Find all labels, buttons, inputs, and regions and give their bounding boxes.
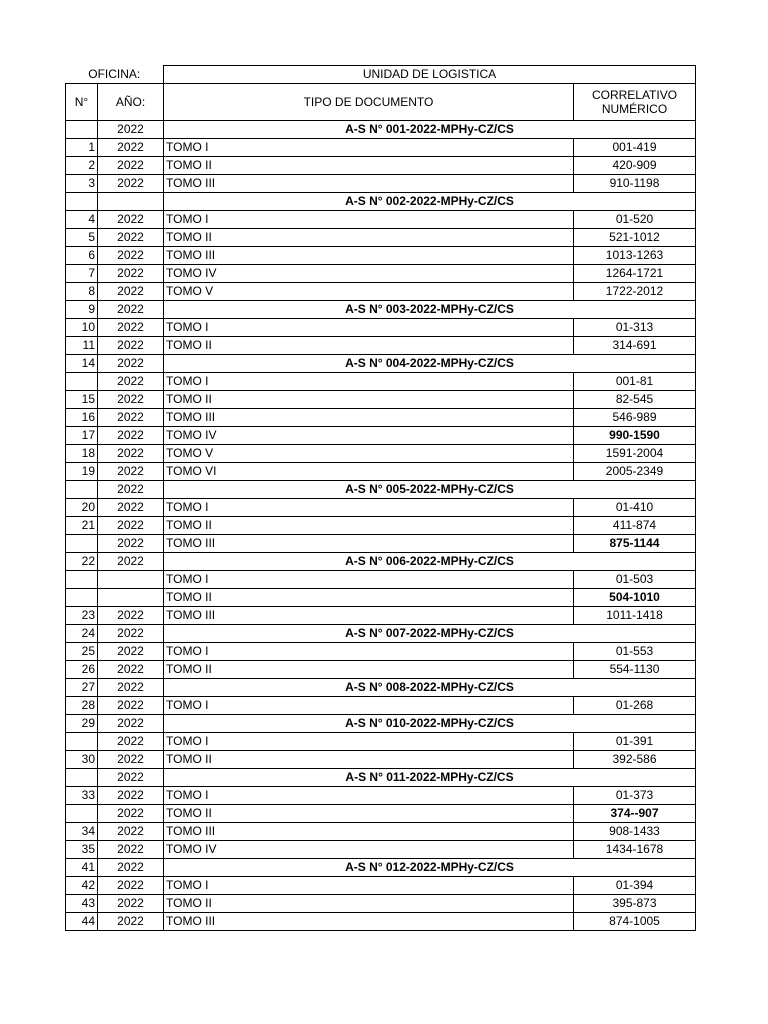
row-document-type: TOMO III: [164, 823, 574, 841]
row-document-type: TOMO IV: [164, 265, 574, 283]
row-year: 2022: [98, 643, 164, 661]
section-row: [66, 301, 696, 319]
section-title: A-S N° 001-2022-MPHy-CZ/CS: [164, 121, 696, 139]
row-number: 20: [66, 499, 98, 517]
table-row: [66, 337, 696, 355]
row-number: 6: [66, 247, 98, 265]
row-correlative: 1434-1678: [574, 841, 696, 859]
row-year: 2022: [98, 157, 164, 175]
row-document-type: TOMO II: [164, 157, 574, 175]
table-row: [66, 247, 696, 265]
row-correlative: 01-313: [574, 319, 696, 337]
table-row: [66, 175, 696, 193]
table-row: [66, 265, 696, 283]
row-number: [66, 733, 98, 751]
table-row: [66, 157, 696, 175]
section-row: [66, 625, 696, 643]
row-year: 2022: [98, 625, 164, 643]
row-year: 2022: [98, 283, 164, 301]
row-document-type: TOMO I: [164, 211, 574, 229]
col-header-correlative-line2: NUMÉRICO: [601, 102, 668, 116]
table-row: [66, 589, 696, 607]
table-row: [66, 463, 696, 481]
row-year: 2022: [98, 337, 164, 355]
table-row: [66, 391, 696, 409]
row-number: 11: [66, 337, 98, 355]
table-row: [66, 841, 696, 859]
row-correlative: 1013-1263: [574, 247, 696, 265]
row-document-type: TOMO II: [164, 229, 574, 247]
table-row: [66, 895, 696, 913]
table-row: [66, 913, 696, 931]
row-number: [66, 571, 98, 589]
row-number: 3: [66, 175, 98, 193]
row-year: 2022: [98, 355, 164, 373]
row-correlative: 521-1012: [574, 229, 696, 247]
row-number: [66, 193, 98, 211]
row-year: [98, 193, 164, 211]
row-year: 2022: [98, 211, 164, 229]
row-document-type: TOMO V: [164, 283, 574, 301]
row-year: 2022: [98, 139, 164, 157]
section-row: [66, 121, 696, 139]
row-number: 44: [66, 913, 98, 931]
row-year: 2022: [98, 913, 164, 931]
row-number: 10: [66, 319, 98, 337]
table-row: [66, 823, 696, 841]
row-correlative: 990-1590: [574, 427, 696, 445]
row-number: 43: [66, 895, 98, 913]
row-year: 2022: [98, 445, 164, 463]
row-number: 30: [66, 751, 98, 769]
row-number: 23: [66, 607, 98, 625]
row-document-type: TOMO I: [164, 571, 574, 589]
row-correlative: 1591-2004: [574, 445, 696, 463]
row-document-type: TOMO I: [164, 643, 574, 661]
row-year: 2022: [98, 391, 164, 409]
row-number: 29: [66, 715, 98, 733]
row-year: [98, 589, 164, 607]
table-row: [66, 499, 696, 517]
row-document-type: TOMO I: [164, 697, 574, 715]
table-row: [66, 733, 696, 751]
row-correlative: 374--907: [574, 805, 696, 823]
table-row: [66, 229, 696, 247]
row-correlative: 874-1005: [574, 913, 696, 931]
row-year: 2022: [98, 733, 164, 751]
row-number: 34: [66, 823, 98, 841]
row-document-type: TOMO II: [164, 751, 574, 769]
row-number: 22: [66, 553, 98, 571]
section-title: A-S N° 010-2022-MPHy-CZ/CS: [164, 715, 696, 733]
row-correlative: 411-874: [574, 517, 696, 535]
section-title: A-S N° 012-2022-MPHy-CZ/CS: [164, 859, 696, 877]
row-correlative: 1011-1418: [574, 607, 696, 625]
row-document-type: TOMO V: [164, 445, 574, 463]
row-year: 2022: [98, 265, 164, 283]
row-correlative: 2005-2349: [574, 463, 696, 481]
section-title: A-S N° 003-2022-MPHy-CZ/CS: [164, 301, 696, 319]
row-document-type: TOMO III: [164, 247, 574, 265]
row-correlative: 001-81: [574, 373, 696, 391]
row-number: 4: [66, 211, 98, 229]
row-document-type: TOMO II: [164, 661, 574, 679]
row-year: 2022: [98, 607, 164, 625]
row-correlative: 01-553: [574, 643, 696, 661]
row-year: 2022: [98, 877, 164, 895]
row-document-type: TOMO II: [164, 391, 574, 409]
row-number: 18: [66, 445, 98, 463]
section-title: A-S N° 002-2022-MPHy-CZ/CS: [164, 193, 696, 211]
table-row: [66, 283, 696, 301]
table-row: [66, 643, 696, 661]
row-document-type: TOMO III: [164, 175, 574, 193]
row-correlative: 908-1433: [574, 823, 696, 841]
row-number: [66, 373, 98, 391]
section-title: A-S N° 006-2022-MPHy-CZ/CS: [164, 553, 696, 571]
row-correlative: 001-419: [574, 139, 696, 157]
section-row: [66, 553, 696, 571]
table-row: [66, 697, 696, 715]
row-number: 42: [66, 877, 98, 895]
row-year: 2022: [98, 373, 164, 391]
row-document-type: TOMO II: [164, 589, 574, 607]
row-correlative: 82-545: [574, 391, 696, 409]
row-document-type: TOMO II: [164, 895, 574, 913]
row-year: 2022: [98, 301, 164, 319]
section-title: A-S N° 011-2022-MPHy-CZ/CS: [164, 769, 696, 787]
row-year: 2022: [98, 715, 164, 733]
office-value: UNIDAD DE LOGISTICA: [164, 66, 696, 84]
row-year: 2022: [98, 409, 164, 427]
row-document-type: TOMO II: [164, 805, 574, 823]
row-year: 2022: [98, 481, 164, 499]
row-year: 2022: [98, 787, 164, 805]
row-document-type: TOMO II: [164, 517, 574, 535]
row-year: 2022: [98, 427, 164, 445]
row-correlative: 395-873: [574, 895, 696, 913]
table-row: [66, 373, 696, 391]
col-header-doc-type: TIPO DE DOCUMENTO: [164, 84, 574, 121]
row-correlative: 910-1198: [574, 175, 696, 193]
office-label: OFICINA:: [88, 66, 141, 81]
row-year: 2022: [98, 535, 164, 553]
table-row: [66, 607, 696, 625]
row-number: 19: [66, 463, 98, 481]
row-document-type: TOMO IV: [164, 841, 574, 859]
section-title: A-S N° 004-2022-MPHy-CZ/CS: [164, 355, 696, 373]
row-number: [66, 535, 98, 553]
row-number: [66, 481, 98, 499]
table-row: [66, 427, 696, 445]
row-correlative: 01-373: [574, 787, 696, 805]
row-correlative: 01-503: [574, 571, 696, 589]
section-title: A-S N° 007-2022-MPHy-CZ/CS: [164, 625, 696, 643]
row-document-type: TOMO III: [164, 409, 574, 427]
inventory-table: [65, 65, 696, 931]
row-correlative: 1264-1721: [574, 265, 696, 283]
col-header-year: AÑO:: [98, 84, 164, 121]
section-row: [66, 355, 696, 373]
row-correlative: 01-394: [574, 877, 696, 895]
table-row: [66, 409, 696, 427]
row-number: 2: [66, 157, 98, 175]
row-number: 14: [66, 355, 98, 373]
row-document-type: TOMO II: [164, 337, 574, 355]
row-correlative: 504-1010: [574, 589, 696, 607]
row-number: 5: [66, 229, 98, 247]
row-number: 8: [66, 283, 98, 301]
row-year: 2022: [98, 247, 164, 265]
row-number: 33: [66, 787, 98, 805]
row-document-type: TOMO I: [164, 319, 574, 337]
row-number: 17: [66, 427, 98, 445]
table-row: [66, 445, 696, 463]
row-number: 27: [66, 679, 98, 697]
row-year: 2022: [98, 175, 164, 193]
row-correlative: 01-268: [574, 697, 696, 715]
row-year: 2022: [98, 553, 164, 571]
row-correlative: 01-391: [574, 733, 696, 751]
row-year: 2022: [98, 517, 164, 535]
row-year: 2022: [98, 229, 164, 247]
office-row: [66, 66, 696, 84]
row-year: 2022: [98, 841, 164, 859]
row-correlative: 01-410: [574, 499, 696, 517]
row-correlative: 546-989: [574, 409, 696, 427]
row-number: 9: [66, 301, 98, 319]
table-row: [66, 535, 696, 553]
row-document-type: TOMO IV: [164, 427, 574, 445]
row-year: 2022: [98, 121, 164, 139]
table-row: [66, 319, 696, 337]
row-number: 25: [66, 643, 98, 661]
row-document-type: TOMO I: [164, 733, 574, 751]
column-header-row: [66, 84, 696, 121]
row-year: [98, 571, 164, 589]
row-year: 2022: [98, 769, 164, 787]
col-header-num: N°: [66, 84, 98, 121]
row-number: 21: [66, 517, 98, 535]
row-number: 15: [66, 391, 98, 409]
row-number: 28: [66, 697, 98, 715]
col-header-correlative-line1: CORRELATIVO: [591, 88, 678, 102]
row-correlative: 314-691: [574, 337, 696, 355]
row-correlative: 1722-2012: [574, 283, 696, 301]
row-document-type: TOMO III: [164, 607, 574, 625]
section-row: [66, 715, 696, 733]
row-number: 16: [66, 409, 98, 427]
row-number: [66, 769, 98, 787]
row-number: 1: [66, 139, 98, 157]
row-document-type: TOMO I: [164, 499, 574, 517]
row-number: [66, 121, 98, 139]
section-row: [66, 481, 696, 499]
section-title: A-S N° 005-2022-MPHy-CZ/CS: [164, 481, 696, 499]
row-year: 2022: [98, 679, 164, 697]
table-row: [66, 805, 696, 823]
row-number: [66, 589, 98, 607]
col-header-correlative: [574, 84, 696, 121]
row-year: 2022: [98, 463, 164, 481]
row-number: 35: [66, 841, 98, 859]
row-year: 2022: [98, 499, 164, 517]
row-document-type: TOMO I: [164, 139, 574, 157]
row-correlative: 392-586: [574, 751, 696, 769]
row-year: 2022: [98, 895, 164, 913]
table-row: [66, 211, 696, 229]
row-number: 24: [66, 625, 98, 643]
row-year: 2022: [98, 697, 164, 715]
row-document-type: TOMO III: [164, 913, 574, 931]
row-document-type: TOMO III: [164, 535, 574, 553]
row-document-type: TOMO VI: [164, 463, 574, 481]
row-number: 7: [66, 265, 98, 283]
row-number: [66, 805, 98, 823]
row-year: 2022: [98, 319, 164, 337]
row-correlative: 875-1144: [574, 535, 696, 553]
table-row: [66, 571, 696, 589]
section-row: [66, 193, 696, 211]
section-row: [66, 679, 696, 697]
row-year: 2022: [98, 751, 164, 769]
section-row: [66, 769, 696, 787]
table-row: [66, 139, 696, 157]
section-row: [66, 859, 696, 877]
row-year: 2022: [98, 805, 164, 823]
row-document-type: TOMO I: [164, 787, 574, 805]
section-title: A-S N° 008-2022-MPHy-CZ/CS: [164, 679, 696, 697]
row-year: 2022: [98, 859, 164, 877]
row-year: 2022: [98, 823, 164, 841]
row-year: 2022: [98, 661, 164, 679]
row-number: 41: [66, 859, 98, 877]
row-document-type: TOMO I: [164, 373, 574, 391]
row-document-type: TOMO I: [164, 877, 574, 895]
table-row: [66, 751, 696, 769]
table-row: [66, 787, 696, 805]
table-row: [66, 661, 696, 679]
row-correlative: 554-1130: [574, 661, 696, 679]
table-row: [66, 877, 696, 895]
row-correlative: 01-520: [574, 211, 696, 229]
row-number: 26: [66, 661, 98, 679]
row-correlative: 420-909: [574, 157, 696, 175]
table-row: [66, 517, 696, 535]
